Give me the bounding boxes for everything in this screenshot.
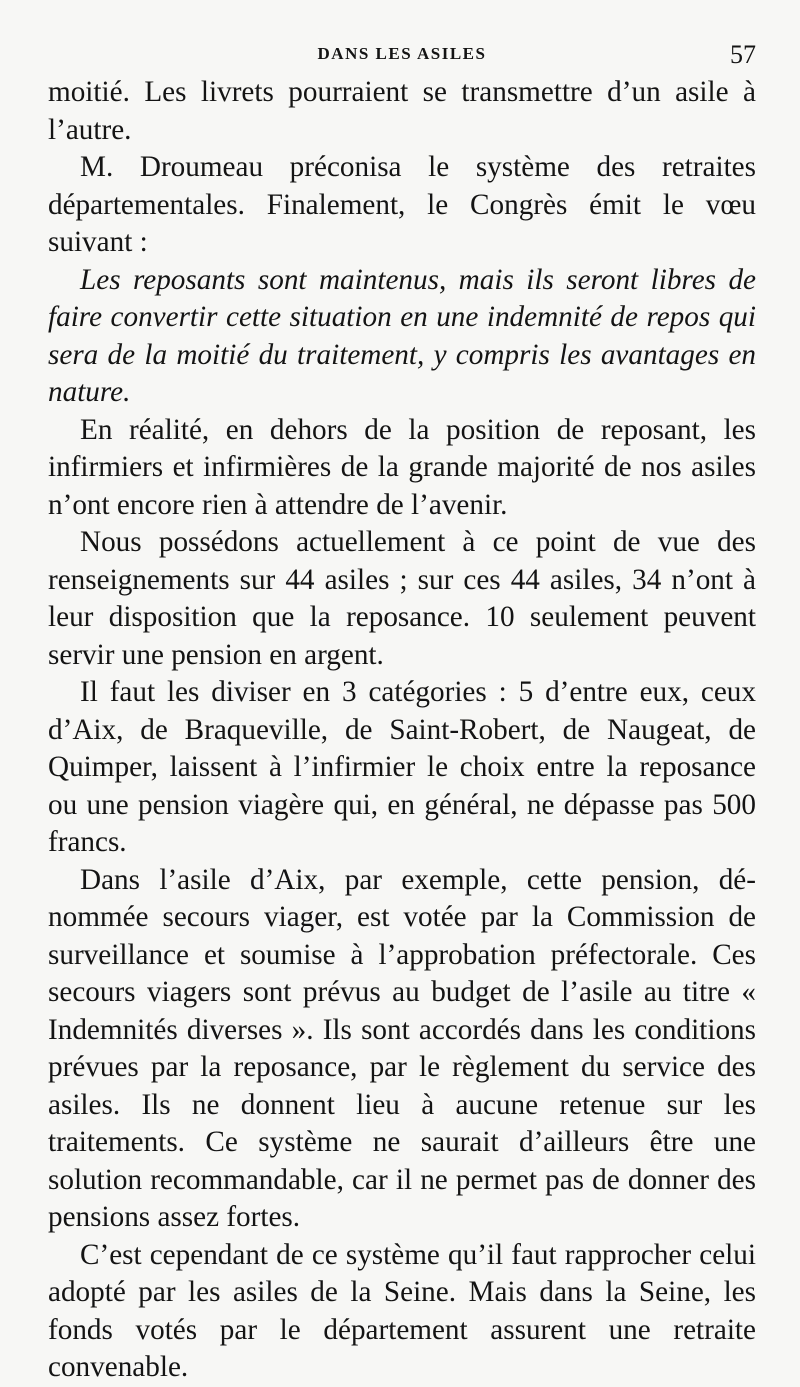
body-text (48, 74, 756, 1387)
paragraph: C’est cependant de ce système qu’il faut rapprocher celui adopté par les asiles de la Seine. Mais dans la Seine, les fonds votés par le département assurent une retraite convenable. (48, 1238, 756, 1383)
paragraph: M. Droumeau préconisa le système des retraites départementales. Finalement, le Congrès émit le vœu suivant : (48, 151, 756, 258)
page-number: 57 (730, 40, 756, 69)
paragraph: En réalité, en dehors de la position de reposant, les infirmiers et infirmières de la grande majorité de nos asiles n’ont encore rien à attendre de l’avenir. (48, 413, 756, 521)
running-head (48, 40, 756, 74)
paragraph: Nous possédons actuellement à ce point de vue des renseignements sur 44 asiles ; sur ces 44 asiles, 34 n’ont à leur disposition que la reposance. 10 seulement peuvent servir une pension en argent. (48, 526, 756, 671)
paragraph: moitié. Les livrets pourraient se transmettre d’un asile à l’autre. (48, 76, 756, 146)
running-title: DANS LES ASILES (317, 44, 487, 63)
congress-resolution-quote: Les reposants sont maintenus, mais ils seront libres de faire convertir cette situation en une indemnité de repos qui sera de la moitié du traitement, y compris les avantages en nature. (48, 263, 756, 408)
paragraph: Il faut les diviser en 3 catégories : 5 d’entre eux, ceux d’Aix, de Braqueville, de Saint-Robert, de Naugeat, de Quimper, laissent à l’infirmier le choix entre la reposance ou une pension viagère qui, en général, ne dépasse pas 500 francs. (48, 676, 756, 858)
paragraph: Dans l’asile d’Aix, par exemple, cette pension, dénommée secours viager, est votée par la Commission de surveillance et soumise à l’approbation préfectorale. Ces secours viagers sont prévus au budget de l’asile au titre « Indemnités diverses ». Ils sont accordés dans les conditions prévues par la reposance, par le règlement du service des asiles. Ils ne donnent lieu à aucune retenue sur les traitements. Ce système ne saurait d’ailleurs être une solution recommandable, car il ne permet pas de donner des pensions assez fortes. (48, 863, 756, 1233)
